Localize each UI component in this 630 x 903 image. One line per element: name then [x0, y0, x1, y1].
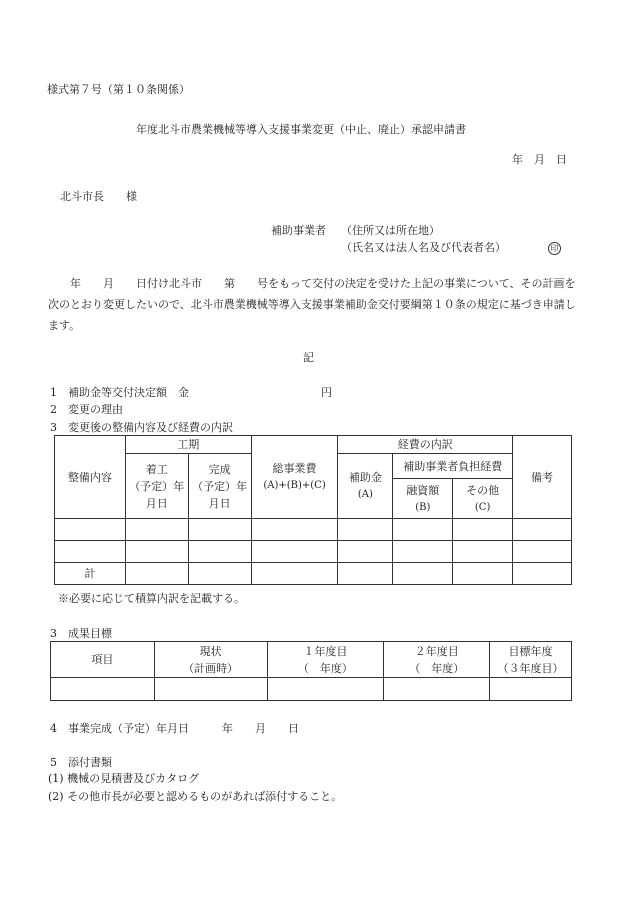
form-number: 様式第７号（第１０条関係） [47, 83, 190, 96]
col-sojigyo: 総事業費 (A)+(B)+(C) [251, 436, 338, 519]
col-year1: １年度目 （ 年度） [267, 642, 384, 678]
col-biko: 備考 [513, 436, 572, 519]
document-title: 年度北斗市農業機械等導入支援事業変更（中止、廃止）承認申請書 [136, 123, 466, 136]
col-futan: 補助事業者負担経費 [393, 454, 513, 479]
ki-heading: 記 [303, 351, 314, 364]
col-target: 目標年度 （３年度目） [490, 642, 572, 678]
table-row [55, 519, 572, 541]
col-sonota: その他 (C) [453, 479, 513, 519]
col-uchiwake: 経費の内訳 [338, 436, 513, 454]
section-seika: 3 成果目標 [50, 627, 112, 640]
col-seibi: 整備内容 [55, 436, 126, 519]
section-tenpu: 5 添付書類 [50, 756, 112, 769]
attachment-2: (2) その他市長が必要と認めるものがあれば添付すること。 [48, 790, 343, 803]
total-label: 計 [55, 563, 126, 585]
date-line: 年 月 日 [512, 153, 567, 166]
section-kansei: 4 事業完成（予定）年月日 年 月 日 [50, 722, 299, 735]
applicant-label: 補助事業者 [271, 224, 326, 237]
col-genjo: 現状 （計画時） [154, 642, 267, 678]
col-year2: ２年度目 （ 年度） [384, 642, 490, 678]
item-content: 3 変更後の整備内容及び経費の内訳 [50, 421, 233, 434]
col-yushi: 融資額 (B) [393, 479, 453, 519]
cost-table [54, 435, 572, 585]
table-row [55, 541, 572, 563]
col-kansei: 完成 （予定）年 月日 [188, 454, 251, 519]
applicant-name: （氏名又は法人名及び代表者名） [341, 241, 506, 254]
table-total-row [55, 563, 572, 585]
item-reason: 2 変更の理由 [50, 403, 123, 416]
table-row [51, 678, 572, 701]
seal-icon: 印 [548, 241, 561, 255]
body-paragraph: 年 月 日付け北斗市 第 号をもって交付の決定を受けた上記の事業について、その計画を次のとおり変更したいので、北斗市農業機械等導入支援事業補助金交付要綱第１０条の規定に基づき申請します。 [48, 277, 576, 332]
applicant-address: （住所又は所在地） [341, 224, 440, 237]
attachment-1: (1) 機械の見積書及びカタログ [48, 772, 200, 785]
outcome-table [50, 641, 572, 701]
addressee: 北斗市長 様 [60, 190, 137, 203]
note: ※必要に応じて積算内訳を記載する。 [58, 592, 245, 605]
col-komoku: 項目 [51, 642, 155, 678]
item-amount: 1 補助金等交付決定額 金 円 [50, 386, 332, 399]
col-hojokin: 補助金 (A) [338, 454, 393, 519]
col-kouki: 工期 [125, 436, 251, 454]
col-chakkou: 着工 （予定）年 月日 [125, 454, 188, 519]
